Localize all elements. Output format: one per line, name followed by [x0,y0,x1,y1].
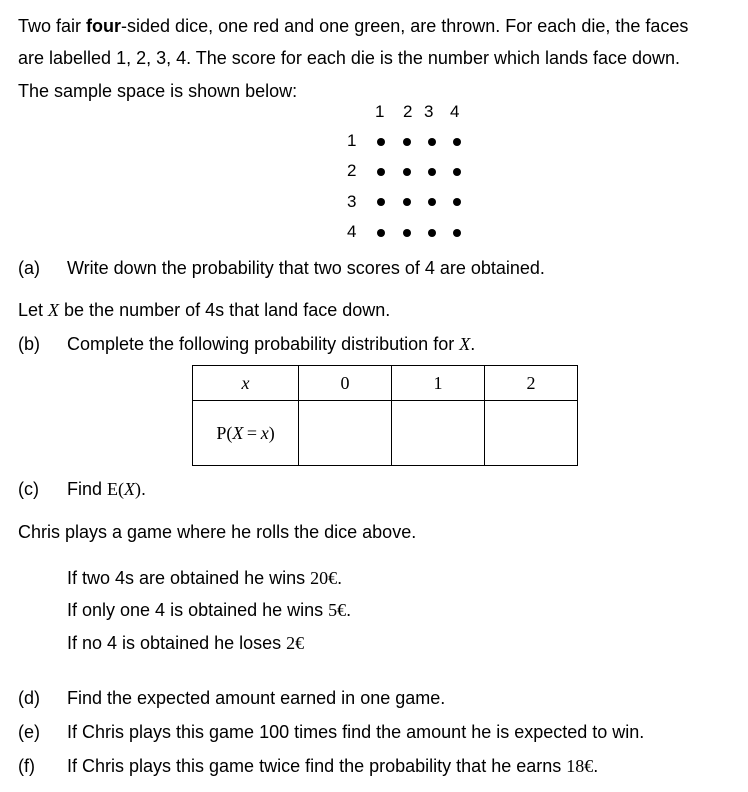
rule-end: . [337,568,343,588]
variable-x: X [459,334,471,354]
rule-no-four [67,633,304,654]
row-label: 1 [347,131,357,150]
header-value: 1 [392,366,485,401]
intro-line-1 [18,16,688,37]
part-f-line [67,756,598,777]
rule-one-four [67,600,351,621]
outcome-dot [377,168,385,176]
row-label: 4 [347,222,357,241]
outcome-dot [403,138,411,146]
outcome-dot [428,168,436,176]
outcome-dot [453,168,461,176]
header-value: 2 [485,366,578,401]
outcome-dot [453,138,461,146]
part-f-label: (f) [18,756,35,776]
part-b-end: . [470,334,476,354]
outcome-dot [377,229,385,237]
intro-text: Two fair [18,16,87,36]
intro-line-2: are labelled 1, 2, 3, 4. The score for each die is the number which lands face down. [18,48,681,68]
col-label: 4 [450,102,460,121]
part-b-line [67,334,475,355]
outcome-dot [428,198,436,206]
part-f-amount: 18€ [566,756,594,776]
outcome-dot [403,198,411,206]
part-c-label: (c) [18,479,39,499]
rule-two-fours [67,568,342,589]
outcome-dot [453,198,461,206]
col-label: 2 [403,102,413,121]
expectation-expr: E(X) [107,479,142,499]
part-a-text: Write down the probability that two scores of 4 are obtained. [67,258,545,278]
row-label: 2 [347,161,357,180]
probability-distribution-table [192,365,578,466]
part-d-label: (d) [18,688,40,708]
outcome-dot [403,229,411,237]
intro-line-3: The sample space is shown below: [18,81,298,101]
outcome-dot [377,138,385,146]
row-label-probability: P(X = x) [193,401,299,466]
part-b-text: Complete the following probability distribution for [67,334,460,354]
part-a-label: (a) [18,258,40,278]
let-x-text: be the number of 4s that land face down. [59,300,391,320]
rule-text: If only one 4 is obtained he wins [67,600,329,620]
part-b-label: (b) [18,334,40,354]
intro-bold-word: four [86,16,122,36]
outcome-dot [428,229,436,237]
rule-amount: 20€ [310,568,338,588]
variable-x: X [48,300,60,320]
outcome-dot [377,198,385,206]
rule-amount: 5€ [328,600,347,620]
rule-text: If two 4s are obtained he wins [67,568,311,588]
rule-text: If no 4 is obtained he loses [67,633,287,653]
table-probability-row [193,401,578,466]
header-value: 0 [299,366,392,401]
part-c-line [67,479,146,500]
part-e-text: If Chris plays this game 100 times find the amount he is expected to win. [67,722,645,742]
probability-cell[interactable] [392,401,485,466]
let-x-line [18,300,390,321]
row-label: 3 [347,192,357,211]
rule-end: . [346,600,352,620]
part-f-text: If Chris plays this game twice find the probability that he earns [67,756,567,776]
outcome-dot [453,229,461,237]
chris-intro: Chris plays a game where he rolls the dice above. [18,522,417,542]
col-label: 3 [424,102,434,121]
let-x-text: Let [18,300,49,320]
header-x: x [193,366,299,401]
part-c-text: Find [67,479,108,499]
part-c-end: . [141,479,147,499]
probability-cell[interactable] [299,401,392,466]
part-e-label: (e) [18,722,40,742]
table-header-row [193,366,578,401]
outcome-dot [403,168,411,176]
intro-text: -sided dice, one red and one green, are thrown. For each die, the faces [121,16,689,36]
col-label: 1 [375,102,385,121]
part-d-text: Find the expected amount earned in one game. [67,688,446,708]
outcome-dot [428,138,436,146]
rule-amount: 2€ [286,633,305,653]
part-f-end: . [593,756,599,776]
probability-cell[interactable] [485,401,578,466]
